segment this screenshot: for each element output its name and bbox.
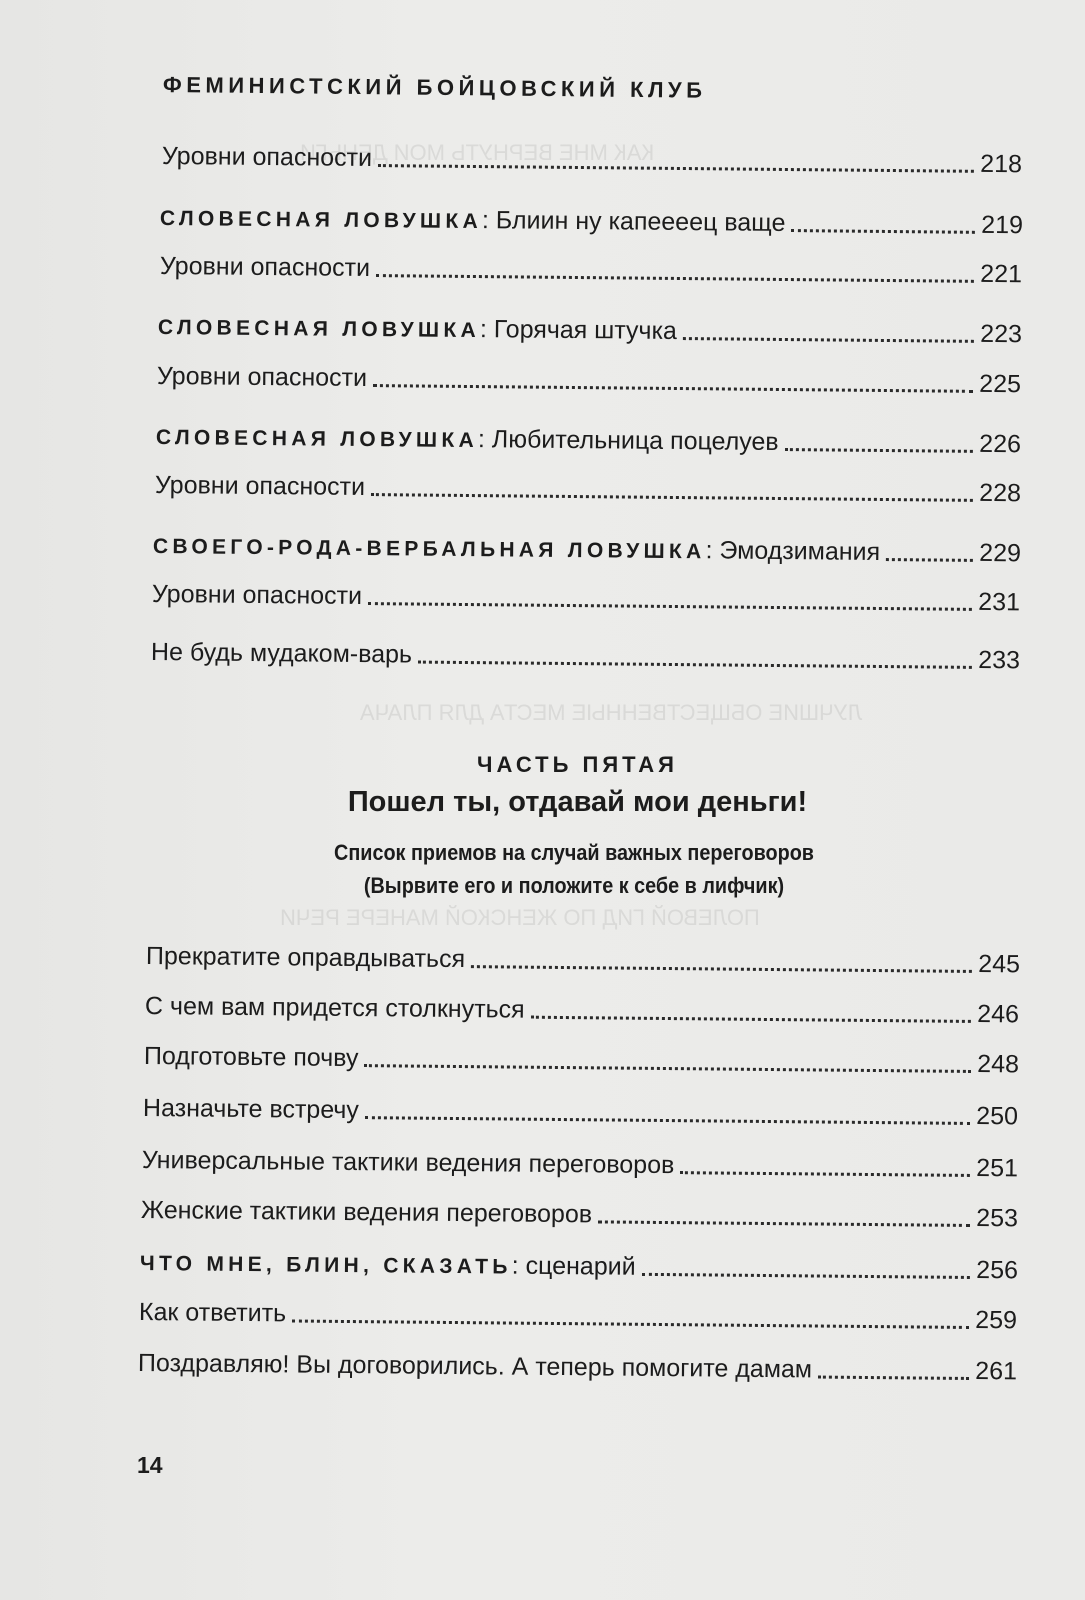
dot-leader [785, 447, 974, 453]
part-subtitle: (Вырвите его и положите к себе в лифчик) [363, 873, 785, 898]
part-subtitle: Список приемов на случай важных переговоров [334, 840, 814, 865]
toc-entry [160, 203, 1023, 240]
toc-entry-title: Не будь мудаком-варь [150, 638, 413, 669]
toc-entry [155, 471, 1021, 508]
part-label: ЧАСТЬ ПЯТАЯ [477, 752, 678, 777]
dot-leader [642, 1272, 971, 1279]
part-title: Пошел ты, отдавай мои деньги! [347, 786, 808, 818]
dot-leader [292, 1318, 969, 1329]
section-header: ФЕМИНИСТСКИЙ БОЙЦОВСКИЙ КЛУБ [162, 72, 707, 103]
toc-entry-title: : Горячая штучка [479, 315, 678, 345]
page-number: 14 [137, 1452, 163, 1478]
dot-leader [680, 1170, 970, 1177]
dot-leader [373, 383, 973, 393]
toc-entry-page: 233 [978, 645, 1021, 675]
toc-entry [157, 362, 1021, 399]
toc-entry-title: Универсальные тактики ведения переговоров [141, 1146, 675, 1180]
toc-entry-keyword: СВОЕГО-РОДА-ВЕРБАЛЬНАЯ ЛОВУШКА [152, 535, 706, 564]
toc-entry-title: Назначьте встречу [142, 1094, 360, 1125]
toc-entry-page: 246 [977, 999, 1020, 1029]
toc-entry-page: 221 [980, 259, 1023, 289]
toc-entry-page: 248 [977, 1049, 1020, 1079]
toc-entry-page: 226 [979, 429, 1022, 459]
bleed-through-text: ЛУЧШИЕ ОБЩЕСТВЕННЫЕ МЕСТА ДЛЯ ПЛАЧА [360, 700, 863, 725]
toc-entry [145, 992, 1019, 1029]
toc-entry-title: : Эмодзимания [705, 536, 881, 566]
toc-entry [143, 1094, 1018, 1131]
toc-entry [141, 1196, 1018, 1233]
dot-leader [471, 964, 972, 973]
toc-entry [138, 1349, 1017, 1386]
dot-leader [376, 273, 974, 283]
toc-entry-title: Уровни опасности [154, 471, 366, 502]
toc-entry-title: Женские тактики ведения переговоров [140, 1196, 593, 1229]
toc-entry [156, 422, 1021, 459]
dot-leader [364, 1063, 971, 1073]
toc-entry-page: 219 [981, 210, 1024, 240]
toc-entry-title: Подготовьте почву [143, 1042, 359, 1073]
toc-entry-page: 253 [976, 1204, 1019, 1233]
toc-entry [142, 1146, 1018, 1183]
dot-leader [371, 492, 973, 502]
dot-leader [378, 163, 974, 173]
toc-entry-keyword: СЛОВЕСНАЯ ЛОВУШКА [157, 316, 481, 343]
toc-entry-title: Поздравляю! Вы договорились. А теперь помогите дамам [137, 1349, 813, 1384]
toc-entry [139, 1298, 1017, 1335]
toc-entry-page: 223 [980, 319, 1023, 349]
toc-entry [146, 942, 1020, 979]
toc-entry-title: Уровни опасности [156, 362, 368, 393]
toc-entry-keyword: ЧТО МНЕ, БЛИН, СКАЗАТЬ [139, 1252, 512, 1279]
dot-leader [886, 557, 973, 562]
toc-entry-page: 245 [978, 949, 1021, 979]
bleed-through-text: КАК МНЕ ВЕРНУТЬ МОИ ДЕНЬГИ [300, 140, 655, 165]
toc-entry-title: Уровни опасности [151, 580, 363, 611]
toc-entry [153, 531, 1021, 568]
toc-entry-page: 251 [976, 1154, 1019, 1183]
toc-entry [162, 142, 1022, 179]
toc-entry-page: 256 [976, 1256, 1019, 1285]
toc-entry-title: Как ответить [138, 1298, 287, 1328]
toc-entry [160, 252, 1022, 289]
toc-entry-page: 218 [980, 149, 1023, 179]
toc-entry-page: 259 [975, 1306, 1018, 1335]
dot-leader [598, 1219, 970, 1227]
toc-entry-title: : Любительница поцелуев [477, 425, 779, 456]
toc-entry-title: Уровни опасности [159, 252, 371, 283]
dot-leader [791, 228, 975, 234]
dot-leader [818, 1375, 969, 1380]
toc-entry-title: С чем вам придется столкнуться [144, 992, 525, 1024]
toc-entry-page: 261 [975, 1357, 1018, 1386]
toc-entry-title: : Блиин ну капеееец ваще [481, 206, 786, 238]
toc-entry-page: 231 [978, 587, 1021, 617]
toc-entry-keyword: СЛОВЕСНАЯ ЛОВУШКА [155, 426, 479, 453]
bleed-through-text: ПОЛЕВОЙ ГИД ПО ЖЕНСКОЙ МАНЕРЕ РЕЧИ [280, 905, 760, 930]
toc-entry [158, 312, 1022, 349]
dot-leader [418, 660, 972, 669]
dot-leader [683, 336, 974, 343]
toc-entry-page: 228 [979, 478, 1022, 508]
dot-leader [531, 1015, 972, 1023]
toc-entry-page: 229 [979, 538, 1022, 568]
toc-entry-page: 250 [976, 1101, 1019, 1131]
toc-entry-keyword: СЛОВЕСНАЯ ЛОВУШКА [159, 207, 483, 234]
toc-entry-title: : сценарий [511, 1251, 636, 1281]
toc-entry-page: 225 [979, 369, 1022, 399]
dot-leader [365, 1115, 970, 1125]
toc-entry-title: Прекратите оправдываться [145, 942, 466, 974]
toc-entry [140, 1248, 1018, 1285]
toc-entry-title: Уровни опасности [161, 142, 373, 173]
toc-entry [151, 638, 1020, 675]
dot-leader [368, 601, 972, 611]
toc-entry [144, 1042, 1019, 1079]
toc-entry [152, 580, 1020, 617]
